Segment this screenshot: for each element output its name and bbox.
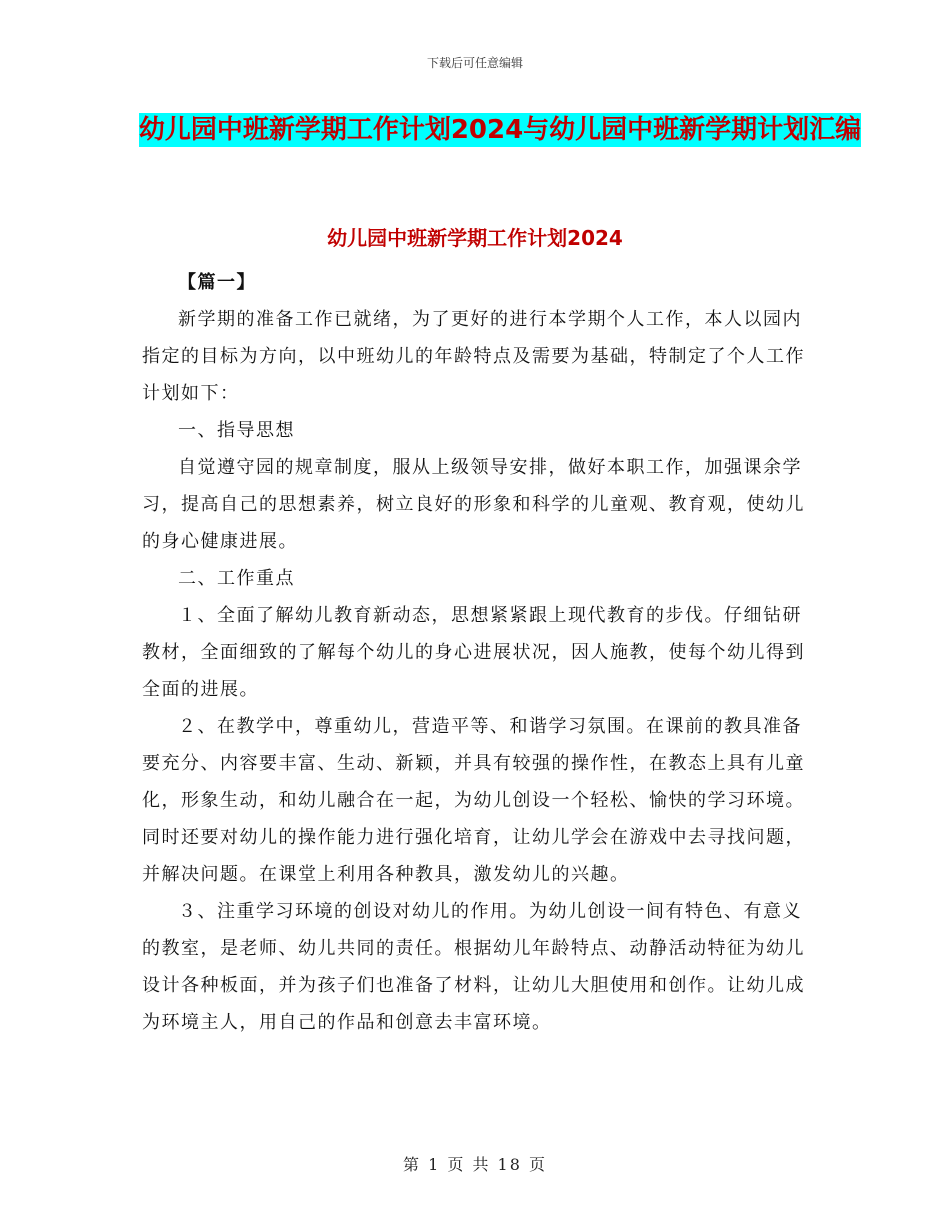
document-title: [120, 106, 880, 154]
paragraph-intro: 新学期的准备工作已就绪，为了更好的进行本学期个人工作，本人以园内指定的目标为方向，以中班幼儿的年龄特点及需要为基础，特制定了个人工作计划如下：: [142, 309, 805, 404]
paragraph-point-1: １、全面了解幼儿教育新动态，思想紧紧跟上现代教育的步伐。仔细钻研教材，全面细致的了解每个幼儿的身心进展状况，因人施教，使每个幼儿得到全面的进展。: [142, 605, 805, 700]
header-note: 下载后可任意编辑: [426, 56, 523, 70]
paragraph-point-3: ３、注重学习环境的创设对幼儿的作用。为幼儿创设一间有特色、有意义的教室，是老师、幼儿共同的责任。根据幼儿年龄特点、动静活动特征为幼儿设计各种板面，并为孩子们也准备了材料，让幼儿大胆使用和创作。让幼儿成为环境主人，用自己的作品和创意去丰富环境。: [142, 901, 805, 1033]
page-footer: 第 1 页 共 18 页: [403, 1155, 547, 1174]
heading-guiding-ideology: 一、指导思想: [178, 420, 295, 441]
section-title: 幼儿园中班新学期工作计划2024: [327, 226, 623, 250]
heading-work-focus: 二、工作重点: [178, 568, 295, 589]
paragraph-guiding-ideology: 自觉遵守园的规章制度，服从上级领导安排，做好本职工作，加强课余学习，提高自己的思想素养，树立良好的形象和科学的儿童观、教育观，使幼儿的身心健康进展。: [142, 457, 805, 552]
paragraph-point-2: ２、在教学中，尊重幼儿，营造平等、和谐学习氛围。在课前的教具准备要充分、内容要丰富、生动、新颖，并具有较强的操作性，在教态上具有儿童化，形象生动，和幼儿融合在一起，为幼儿创设一个轻松、愉快的学习环境。同时还要对幼儿的操作能力进行强化培育，让幼儿学会在游戏中去寻找问题，并解决问题。在课堂上利用各种教具，激发幼儿的兴趣。: [142, 716, 805, 885]
document-body: [142, 270, 812, 1041]
part-label: 【篇一】: [178, 272, 256, 293]
document-title-text: 幼儿园中班新学期工作计划2024与幼儿园中班新学期计划汇编: [138, 115, 862, 145]
